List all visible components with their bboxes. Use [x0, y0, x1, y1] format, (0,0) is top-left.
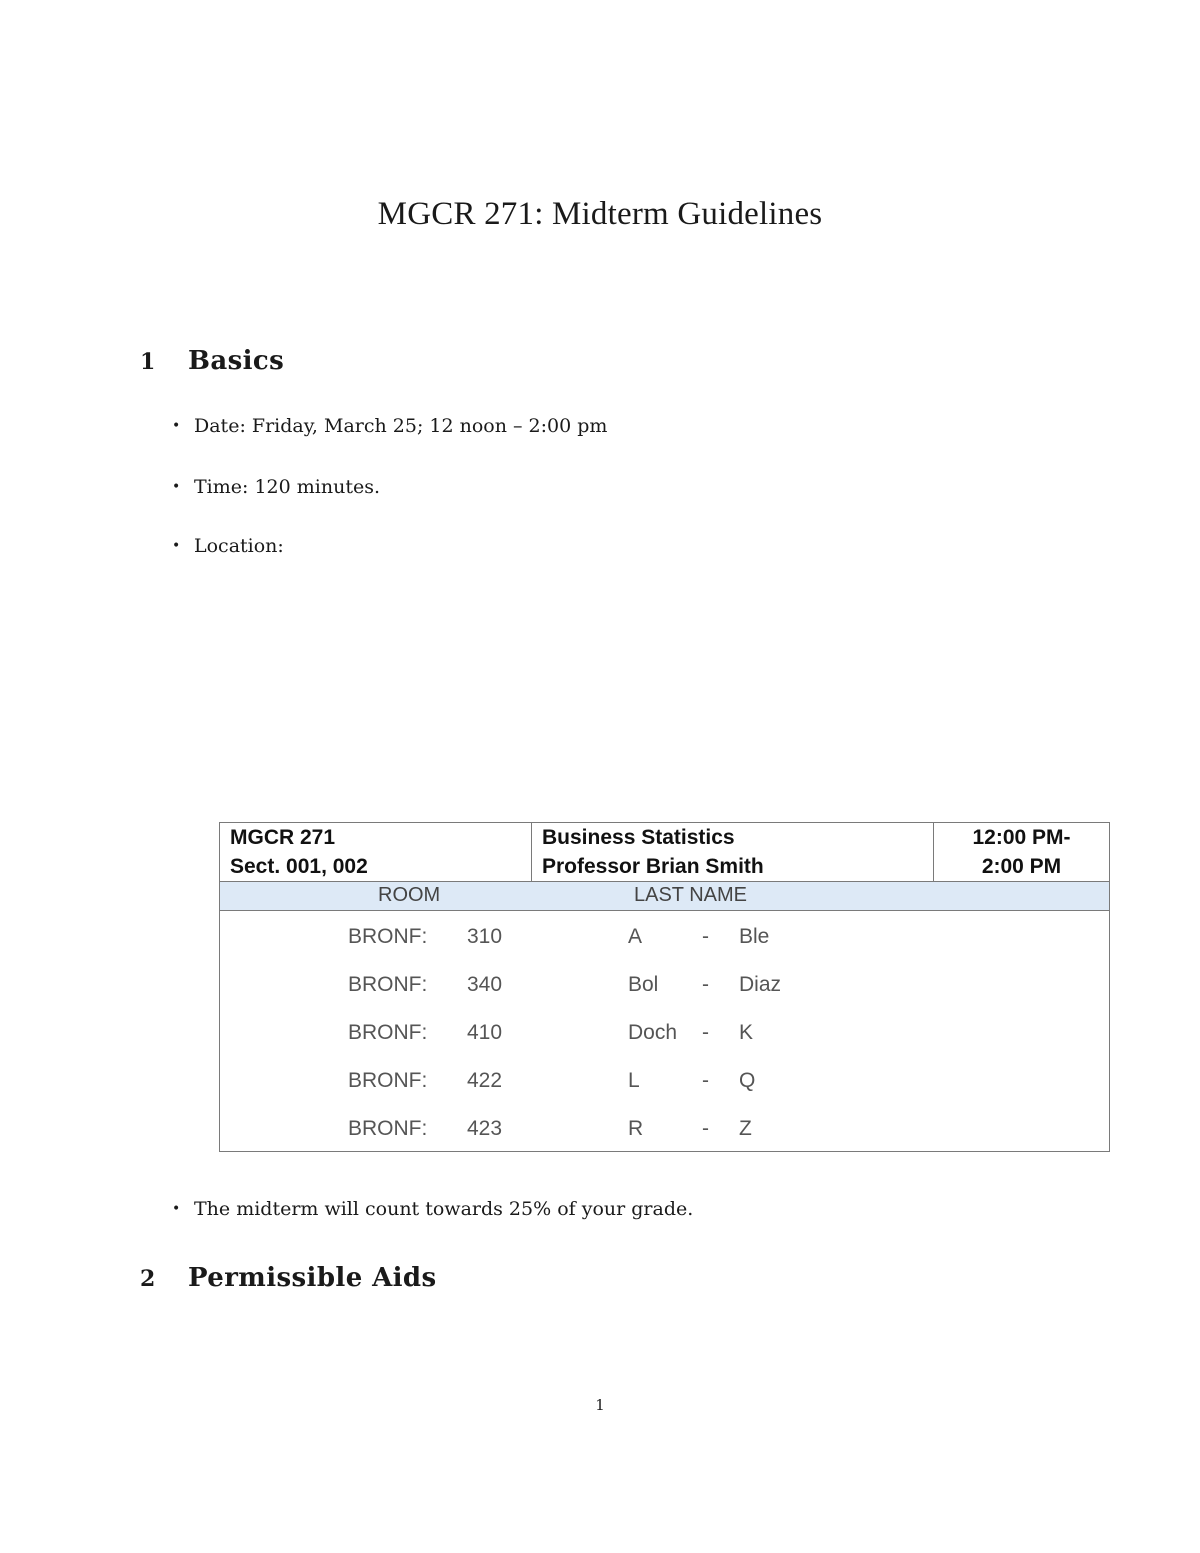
building-cell: BRONF: — [348, 1069, 428, 1092]
course-info-cell — [531, 823, 933, 881]
building-cell: BRONF: — [348, 1117, 428, 1140]
bullet-text: Location: — [194, 535, 284, 557]
document-title: MGCR 271: Midterm Guidelines — [377, 196, 823, 232]
section-title: Permissible Aids — [188, 1263, 437, 1293]
course-cell — [230, 823, 530, 881]
professor-name: Professor Brian Smith — [542, 855, 764, 878]
section-title: Basics — [188, 346, 285, 376]
name-from-cell: Doch — [628, 1021, 678, 1044]
name-from-cell: A — [628, 925, 643, 948]
bullet-grade-weight — [172, 1197, 693, 1221]
bullet-date — [172, 414, 607, 438]
range-separator: - — [702, 1021, 709, 1044]
bullet-glyph: • — [172, 1201, 181, 1217]
bullet-text: Time: 120 minutes. — [194, 476, 380, 498]
course-sections: Sect. 001, 002 — [230, 855, 368, 878]
name-to-cell: Ble — [739, 925, 770, 948]
name-to-cell: Q — [739, 1069, 756, 1092]
name-from-cell: R — [628, 1117, 644, 1140]
course-name: Business Statistics — [542, 826, 735, 849]
range-separator: - — [702, 1117, 709, 1140]
page-number: 1 — [595, 1396, 605, 1414]
name-to-cell: K — [739, 1021, 754, 1044]
range-separator: - — [702, 925, 709, 948]
bullet-location — [172, 534, 284, 558]
room-cell: 340 — [467, 973, 503, 996]
table-row — [220, 1021, 1109, 1069]
bullet-text: The midterm will count towards 25% of your grade. — [194, 1198, 694, 1220]
section-number: 2 — [140, 1266, 156, 1292]
name-to-cell: Diaz — [739, 973, 782, 996]
room-cell: 310 — [467, 925, 503, 948]
building-cell: BRONF: — [348, 973, 428, 996]
name-from-cell: Bol — [628, 973, 659, 996]
bullet-time — [172, 475, 380, 499]
time-start: 12:00 PM- — [972, 826, 1071, 849]
table-row — [220, 1117, 1109, 1165]
room-cell: 410 — [467, 1021, 503, 1044]
section-heading-basics — [140, 346, 284, 376]
name-to-cell: Z — [739, 1117, 752, 1140]
table-header — [220, 823, 1109, 882]
room-cell: 422 — [467, 1069, 503, 1092]
room-assignment-table — [219, 822, 1110, 1152]
bullet-glyph: • — [172, 418, 181, 434]
course-code: MGCR 271 — [230, 826, 336, 849]
bullet-glyph: • — [172, 479, 181, 495]
column-header-last-name: LAST NAME — [634, 884, 747, 906]
section-heading-permissible-aids — [140, 1263, 437, 1293]
time-cell — [933, 823, 1109, 881]
bullet-text: Date: Friday, March 25; 12 noon – 2:00 pm — [194, 415, 608, 437]
range-separator: - — [702, 1069, 709, 1092]
table-row — [220, 925, 1109, 973]
column-header-row — [220, 882, 1109, 911]
range-separator: - — [702, 973, 709, 996]
building-cell: BRONF: — [348, 925, 428, 948]
time-end: 2:00 PM — [981, 855, 1062, 878]
section-number: 1 — [140, 349, 156, 375]
room-cell: 423 — [467, 1117, 503, 1140]
bullet-glyph: • — [172, 538, 181, 554]
column-header-room: ROOM — [378, 884, 441, 906]
table-row — [220, 973, 1109, 1021]
building-cell: BRONF: — [348, 1021, 428, 1044]
name-from-cell: L — [628, 1069, 640, 1092]
table-row — [220, 1069, 1109, 1117]
